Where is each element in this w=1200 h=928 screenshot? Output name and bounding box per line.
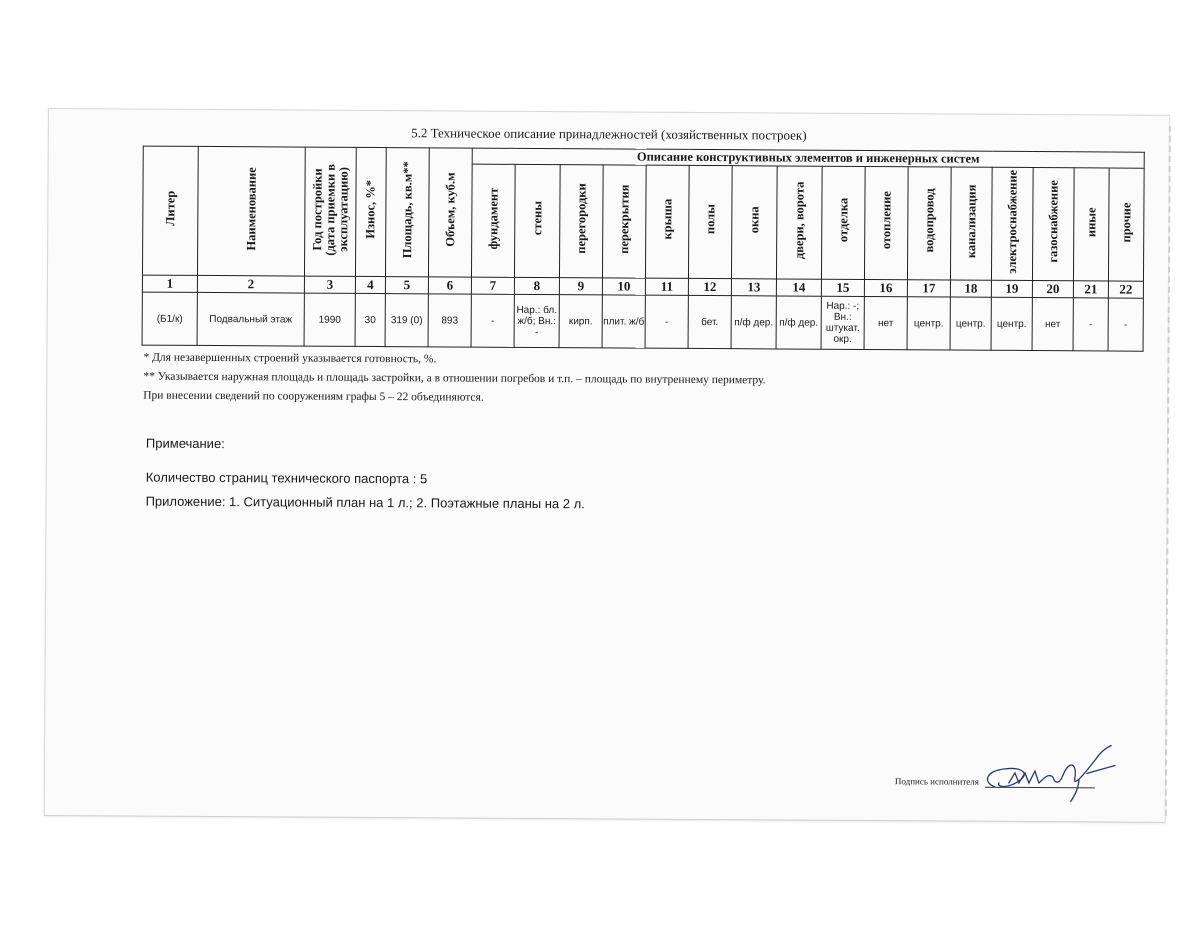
column-number: 1 <box>142 275 197 292</box>
cell-partitions: кирп. <box>559 295 602 348</box>
col-header: Площадь, кв.м** <box>385 148 429 277</box>
column-number: 6 <box>428 277 471 294</box>
col-header: перекрытия <box>602 165 646 278</box>
cell-water: центр. <box>907 297 950 350</box>
page-count: Количество страниц технического паспорта : 5 <box>145 469 428 487</box>
cell-name: Подвальный этаж <box>197 292 304 346</box>
cell-roof: - <box>645 295 688 348</box>
column-number: 14 <box>776 279 821 296</box>
cell-windows: п/ф дер. <box>731 296 776 349</box>
cell-year: 1990 <box>304 293 355 346</box>
cell-area: 319 (0) <box>385 294 428 347</box>
signature-label: Подпись исполнителя <box>894 776 979 787</box>
column-number: 2 <box>197 275 304 293</box>
document-sheet <box>44 108 1170 823</box>
page-edge-line <box>1165 126 1171 816</box>
footnote-area: ** Указывается наружная площадь и площадь застройки, а в отношении погребов и т.п. – площадь по внутреннему периметру. <box>143 370 766 387</box>
column-number: 9 <box>559 278 602 295</box>
cell-floors-slabs: плит. ж/б <box>602 295 645 348</box>
col-header: Литер <box>142 146 198 275</box>
col-header: Износ, %* <box>355 147 386 276</box>
cell-gas: нет <box>1032 298 1073 351</box>
cell-floors: бет. <box>688 295 731 348</box>
outbuildings-table <box>142 146 1145 352</box>
col-header: водопровод <box>907 167 951 280</box>
column-number: 12 <box>688 278 731 295</box>
column-number: 17 <box>907 280 950 297</box>
cell-finish: Нар.: -; Вн.: штукат. окр. <box>821 296 864 349</box>
col-header: электроснабжение <box>991 167 1033 280</box>
column-number: 18 <box>950 280 991 297</box>
column-number: 3 <box>304 276 355 293</box>
column-number: 15 <box>821 279 864 296</box>
col-header: отделка <box>821 166 865 279</box>
col-header: стены <box>514 164 560 277</box>
column-number: 7 <box>471 277 514 294</box>
col-header: двери, ворота <box>776 166 822 279</box>
col-header: полы <box>688 165 732 278</box>
cell-walls: Нар.: бл. ж/б; Вн.: - <box>514 294 559 347</box>
col-header: фундамент <box>471 164 515 277</box>
column-number: 11 <box>645 278 688 295</box>
cell-misc: - <box>1108 298 1143 351</box>
col-header: Год постройки (дата приемки в эксплуатацию) <box>304 147 356 276</box>
group-header: Описание конструктивных элементов и инженерных систем <box>472 148 1144 168</box>
cell-doors: п/ф дер. <box>776 296 821 349</box>
cell-wear: 30 <box>355 293 385 346</box>
col-header: перегородки <box>559 165 603 278</box>
column-number: 8 <box>514 277 559 294</box>
col-header: прочие <box>1108 168 1144 281</box>
table-title: 5.2 Техническое описание принадлежностей (хозяйственных построек) <box>411 125 807 143</box>
col-header: отопление <box>864 166 908 279</box>
footnote-structures: При внесении сведений по сооружениям графы 5 – 22 объединяются. <box>143 389 484 404</box>
footnote-readiness: * Для незавершенных строений указывается готовность, %. <box>143 351 437 366</box>
column-number: 19 <box>991 280 1032 297</box>
col-header: Наименование <box>197 146 305 276</box>
handwritten-signature <box>975 743 1125 806</box>
col-header: канализация <box>950 167 992 280</box>
cell-liter: (Б1/к) <box>142 292 197 345</box>
column-number: 21 <box>1073 281 1108 298</box>
col-header: окна <box>731 166 777 279</box>
cell-other: - <box>1073 298 1108 351</box>
column-number: 10 <box>602 278 645 295</box>
table-row <box>142 292 1143 351</box>
column-number: 5 <box>385 277 428 294</box>
cell-foundation: - <box>471 294 514 347</box>
col-header: газоснабжение <box>1032 168 1074 281</box>
cell-volume: 893 <box>428 294 471 347</box>
cell-heating: нет <box>864 296 907 349</box>
column-number: 4 <box>355 276 385 293</box>
col-header: крыша <box>645 165 689 278</box>
cell-electric: центр. <box>991 297 1032 350</box>
column-number: 20 <box>1032 281 1073 298</box>
col-header: иные <box>1073 168 1109 281</box>
remark-label: Примечание: <box>145 435 225 452</box>
column-number: 16 <box>864 279 907 296</box>
col-header: Объем, куб.м <box>428 148 472 277</box>
column-number: 22 <box>1108 281 1143 298</box>
cell-sewer: центр. <box>950 297 991 350</box>
column-number: 13 <box>731 279 776 296</box>
appendix: Приложение: 1. Ситуационный план на 1 л.; 2. Поэтажные планы на 2 л. <box>145 493 585 512</box>
